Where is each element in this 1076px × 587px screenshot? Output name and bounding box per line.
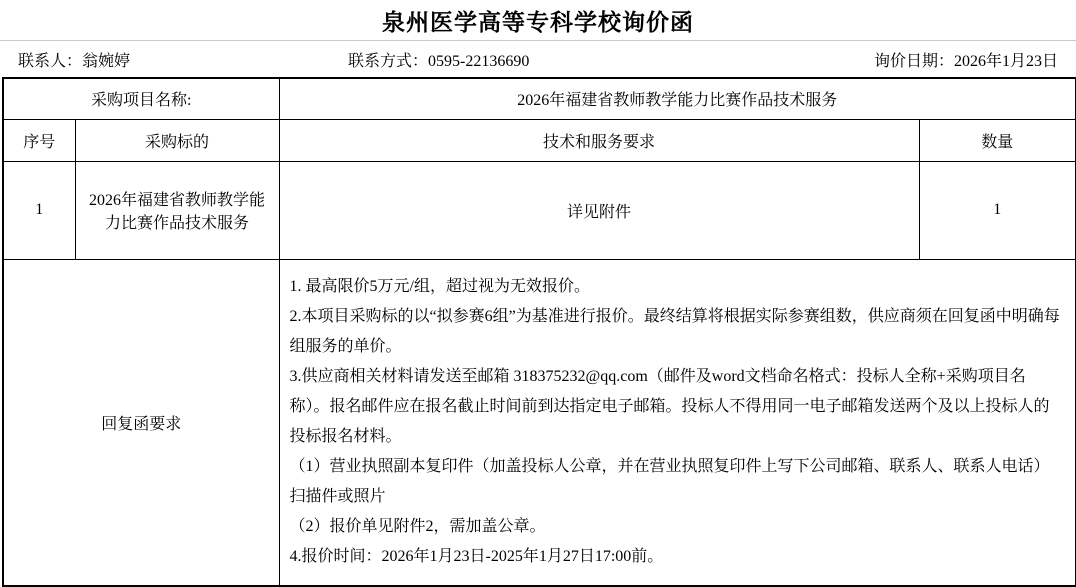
- reply-requirement-item: 2.本项目采购标的以“拟参赛6组”为基准进行报价。最终结算将根据实际参赛组数，供应商须在回复函中明确每组服务的单价。: [289, 308, 1060, 356]
- reply-requirements-list: [290, 272, 1066, 572]
- reply-label: 回复函要求: [3, 259, 279, 586]
- header-requirements: 技术和服务要求: [279, 119, 919, 161]
- reply-requirement-item: （1）营业执照副本复印件（加盖投标人公章，并在营业执照复印件上写下公司邮箱、联系人、联系人电话）扫描件或照片: [289, 458, 1050, 506]
- project-name-value: 2026年福建省教师教学能力比赛作品技术服务: [279, 78, 1076, 119]
- reply-requirements-row: [3, 259, 1076, 586]
- title-bar: [0, 0, 1076, 41]
- header-no: 序号: [3, 119, 75, 161]
- item-requirements: 详见附件: [279, 161, 919, 259]
- contact-bar: [0, 41, 1076, 77]
- reply-requirements-cell: [279, 259, 1076, 586]
- table-row: [3, 161, 1076, 259]
- project-name-label: 采购项目名称:: [3, 78, 279, 119]
- project-name-row: [3, 78, 1076, 119]
- table-header-row: [3, 119, 1076, 161]
- page-title: 泉州医学高等专科学校询价函: [382, 9, 694, 35]
- reply-requirement-item: （2）报价单见附件2，需加盖公章。: [289, 518, 546, 536]
- reply-requirement-item: 3.供应商相关材料请发送至邮箱 318375232@qq.com（邮件及word文档命名格式：投标人全称+采购项目名称）。报名邮件应在报名截止时间前到达指定电子邮箱。投标人不得用同一电子邮箱发送两个及以上投标人的投标报名材料。: [289, 368, 1050, 446]
- contact-person: 联系人：翁婉婷: [18, 52, 131, 70]
- item-quantity: 1: [919, 161, 1076, 259]
- inquiry-date: 询价日期：2026年1月23日: [873, 52, 1058, 70]
- inquiry-table: [2, 77, 1076, 587]
- item-subject: 2026年福建省教师教学能力比赛作品技术服务: [75, 161, 279, 259]
- header-quantity: 数量: [919, 119, 1076, 161]
- contact-phone: 联系方式：0595-22136690: [348, 52, 530, 70]
- item-no: 1: [3, 161, 75, 259]
- header-subject: 采购标的: [75, 119, 279, 161]
- reply-requirement-item: 1. 最高限价5万元/组，超过视为无效报价。: [289, 278, 590, 296]
- reply-requirement-item: 4.报价时间：2026年1月23日-2025年1月27日17:00前。: [289, 548, 664, 566]
